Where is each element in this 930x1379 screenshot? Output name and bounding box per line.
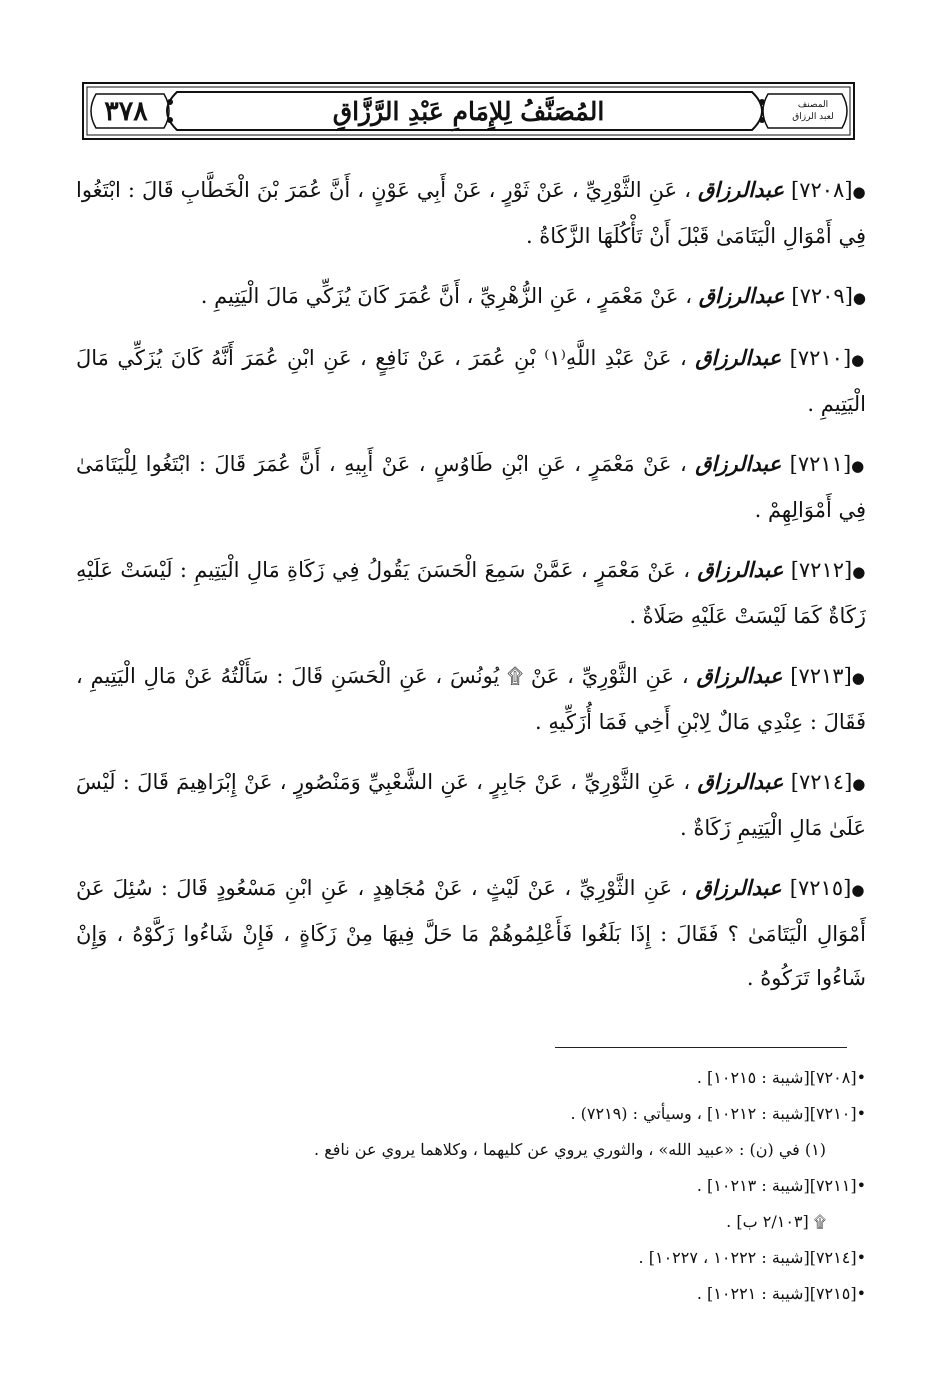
footnote (76, 1206, 866, 1238)
bullet-icon: • (856, 1068, 866, 1087)
book-seal (777, 88, 849, 134)
entry-text: ، عَنْ مَعْمَرٍ ، عَنِ ابْنِ طَاوُسٍ ، عَنْ أَبِيهِ ، أَنَّ عُمَرَ قَالَ : ابْتَغُوا لِلْيَتَامَىٰ فِي أَمْوَالِهِمْ . (76, 452, 866, 522)
entry-number: [٧٢١٢] (790, 558, 853, 582)
hadith-entry (76, 168, 866, 258)
entry-author: عبدالرزاق (695, 345, 782, 370)
bullet-icon: ● (851, 669, 866, 687)
hadith-entry (76, 274, 866, 320)
footnote-text: [٧٢١٤][شيبة : ١٠٢٢٢ ، ١٠٢٢٧] . (638, 1248, 857, 1267)
entry-text: ، عَنْ مَعْمَرٍ ، عَنِ الزُّهْرِيِّ ، أَنَّ عُمَرَ كَانَ يُزَكِّي مَالَ الْيَتِيمِ . (200, 284, 693, 308)
entry-number: [٧٢٠٨] (791, 178, 853, 202)
entry-author: عبدالرزاق (697, 557, 784, 582)
bullet-icon: • (856, 1284, 866, 1303)
footnote (76, 1134, 866, 1166)
seal-line-2: لعبد الرزاق (792, 112, 834, 122)
hadith-entry (76, 442, 866, 532)
entry-text: ، عَنِ الثَّوْرِيِّ ، عَنْ لَيْثٍ ، عَنْ مُجَاهِدٍ ، عَنِ ابْنِ مَسْعُودٍ قَالَ : سُئِلَ عَنْ أَمْوَالِ الْيَتَامَىٰ ؟ فَقَالَ : إِذَا بَلَغُوا فَأَعْلِمُوهُمْ مَا حَلَّ فِيهَا مِنْ زَكَاةٍ ، فَإِنْ شَاءُوا زَكَّوْهُ ، وَإِنْ شَاءُوا تَرَكُوهُ . (76, 876, 866, 990)
bullet-icon: ● (851, 881, 866, 899)
entry-number: [٧٢١٠] (789, 346, 852, 370)
running-title: المُصَنَّفُ لِلإِمَامِ عَبْدِ الرَّزَّاقِ (332, 96, 605, 126)
footnote-text: ۩ [٢/١٠٣ ب] . (726, 1212, 826, 1231)
bullet-icon: • (856, 1104, 866, 1123)
hadith-entry (76, 760, 866, 850)
entry-author: عبدالرزاق (695, 875, 782, 900)
footnote-text: [٧٢١١][شيبة : ١٠٢١٣] . (696, 1176, 857, 1195)
page-number: ٣٧٨ (104, 95, 148, 127)
footnotes (76, 1062, 866, 1314)
entry-text: ، عَنْ مَعْمَرٍ ، عَمَّنْ سَمِعَ الْحَسَنَ يَقُولُ فِي زَكَاةِ مَالِ الْيَتِيمِ : لَيْسَتْ عَلَيْهِ زَكَاةٌ كَمَا لَيْسَتْ عَلَيْهِ صَلَاةٌ . (76, 558, 866, 628)
bullet-icon: ● (852, 289, 866, 307)
footnote-text: [٧٢١٠][شيبة : ١٠٢١٢] ، وسيأتي : (٧٢١٩) . (570, 1104, 857, 1123)
entry-number: [٧٢٠٩] (791, 284, 853, 308)
footnote (76, 1242, 866, 1274)
entry-text: ، عَنِ الثَّوْرِيِّ ، عَنْ ثَوْرٍ ، عَنْ أَبِي عَوْنٍ ، أَنَّ عُمَرَ بْنَ الْخَطَّابِ قَالَ : ابْتَغُوا فِي أَمْوَالِ الْيَتَامَىٰ قَبْلَ أَنْ تَأْكُلَهَا الزَّكَاةُ . (76, 178, 866, 248)
entry-text: ، عَنِ الثَّوْرِيِّ ، عَنْ ۩ يُونُسَ ، عَنِ الْحَسَنِ قَالَ : سَأَلْتُهُ عَنْ مَالِ الْيَتِيمِ ، فَقَالَ : عِنْدِي مَالٌ لِابْنِ أَخِي فَمَا أُزَكِّيهِ . (76, 664, 866, 734)
page-header (82, 82, 855, 140)
footnote-text: [٧٢١٥][شيبة : ١٠٢٢١] . (696, 1284, 857, 1303)
footnote (76, 1062, 866, 1094)
bullet-icon: ● (851, 351, 866, 369)
hadith-entry (76, 866, 866, 1000)
footnote-text: [٧٢٠٨][شيبة : ١٠٢١٥] . (696, 1068, 857, 1087)
hadith-entry (76, 654, 866, 744)
bullet-icon: ● (851, 457, 866, 475)
hadith-entry (76, 548, 866, 638)
entry-text: ، عَنِ الثَّوْرِيِّ ، عَنْ جَابِرٍ ، عَنِ الشَّعْبِيِّ وَمَنْصُورٍ ، عَنْ إِبْرَاهِيمَ قَالَ : لَيْسَ عَلَىٰ مَالِ الْيَتِيمِ زَكَاةٌ . (76, 770, 866, 840)
footnote-text: (١) في (ن) : «عبيد الله» ، والثوري يروي عن كليهما ، وكلاهما يروي عن نافع . (314, 1140, 826, 1159)
footnote-separator (555, 1047, 847, 1048)
bullet-icon: • (856, 1248, 866, 1267)
main-text (76, 168, 866, 1016)
entry-author: عبدالرزاق (696, 663, 783, 688)
footnote (76, 1098, 866, 1130)
entry-author: عبدالرزاق (697, 769, 784, 794)
entry-number: [٧٢١١] (789, 452, 852, 476)
footnote (76, 1278, 866, 1310)
bullet-icon: ● (852, 775, 866, 793)
footnote (76, 1170, 866, 1202)
bullet-icon: ● (852, 183, 866, 201)
hadith-entry (76, 336, 866, 426)
entry-number: [٧٢١٥] (789, 876, 852, 900)
bullet-icon: • (856, 1176, 866, 1195)
entry-author: عبدالرزاق (698, 177, 784, 202)
entry-number: [٧٢١٤] (790, 770, 853, 794)
entry-author: عبدالرزاق (695, 451, 782, 476)
entry-text: ، عَنْ عَبْدِ اللَّهِ⁽١⁾ بْنِ عُمَرَ ، عَنْ نَافِعٍ ، عَنِ ابْنِ عُمَرَ أَنَّهُ كَانَ يُزَكِّي مَالَ الْيَتِيمِ . (76, 346, 866, 416)
seal-line-1: المصنف (797, 100, 829, 110)
entry-author: عبدالرزاق (698, 283, 785, 308)
bullet-icon: ● (852, 563, 866, 581)
entry-number: [٧٢١٣] (790, 664, 852, 688)
